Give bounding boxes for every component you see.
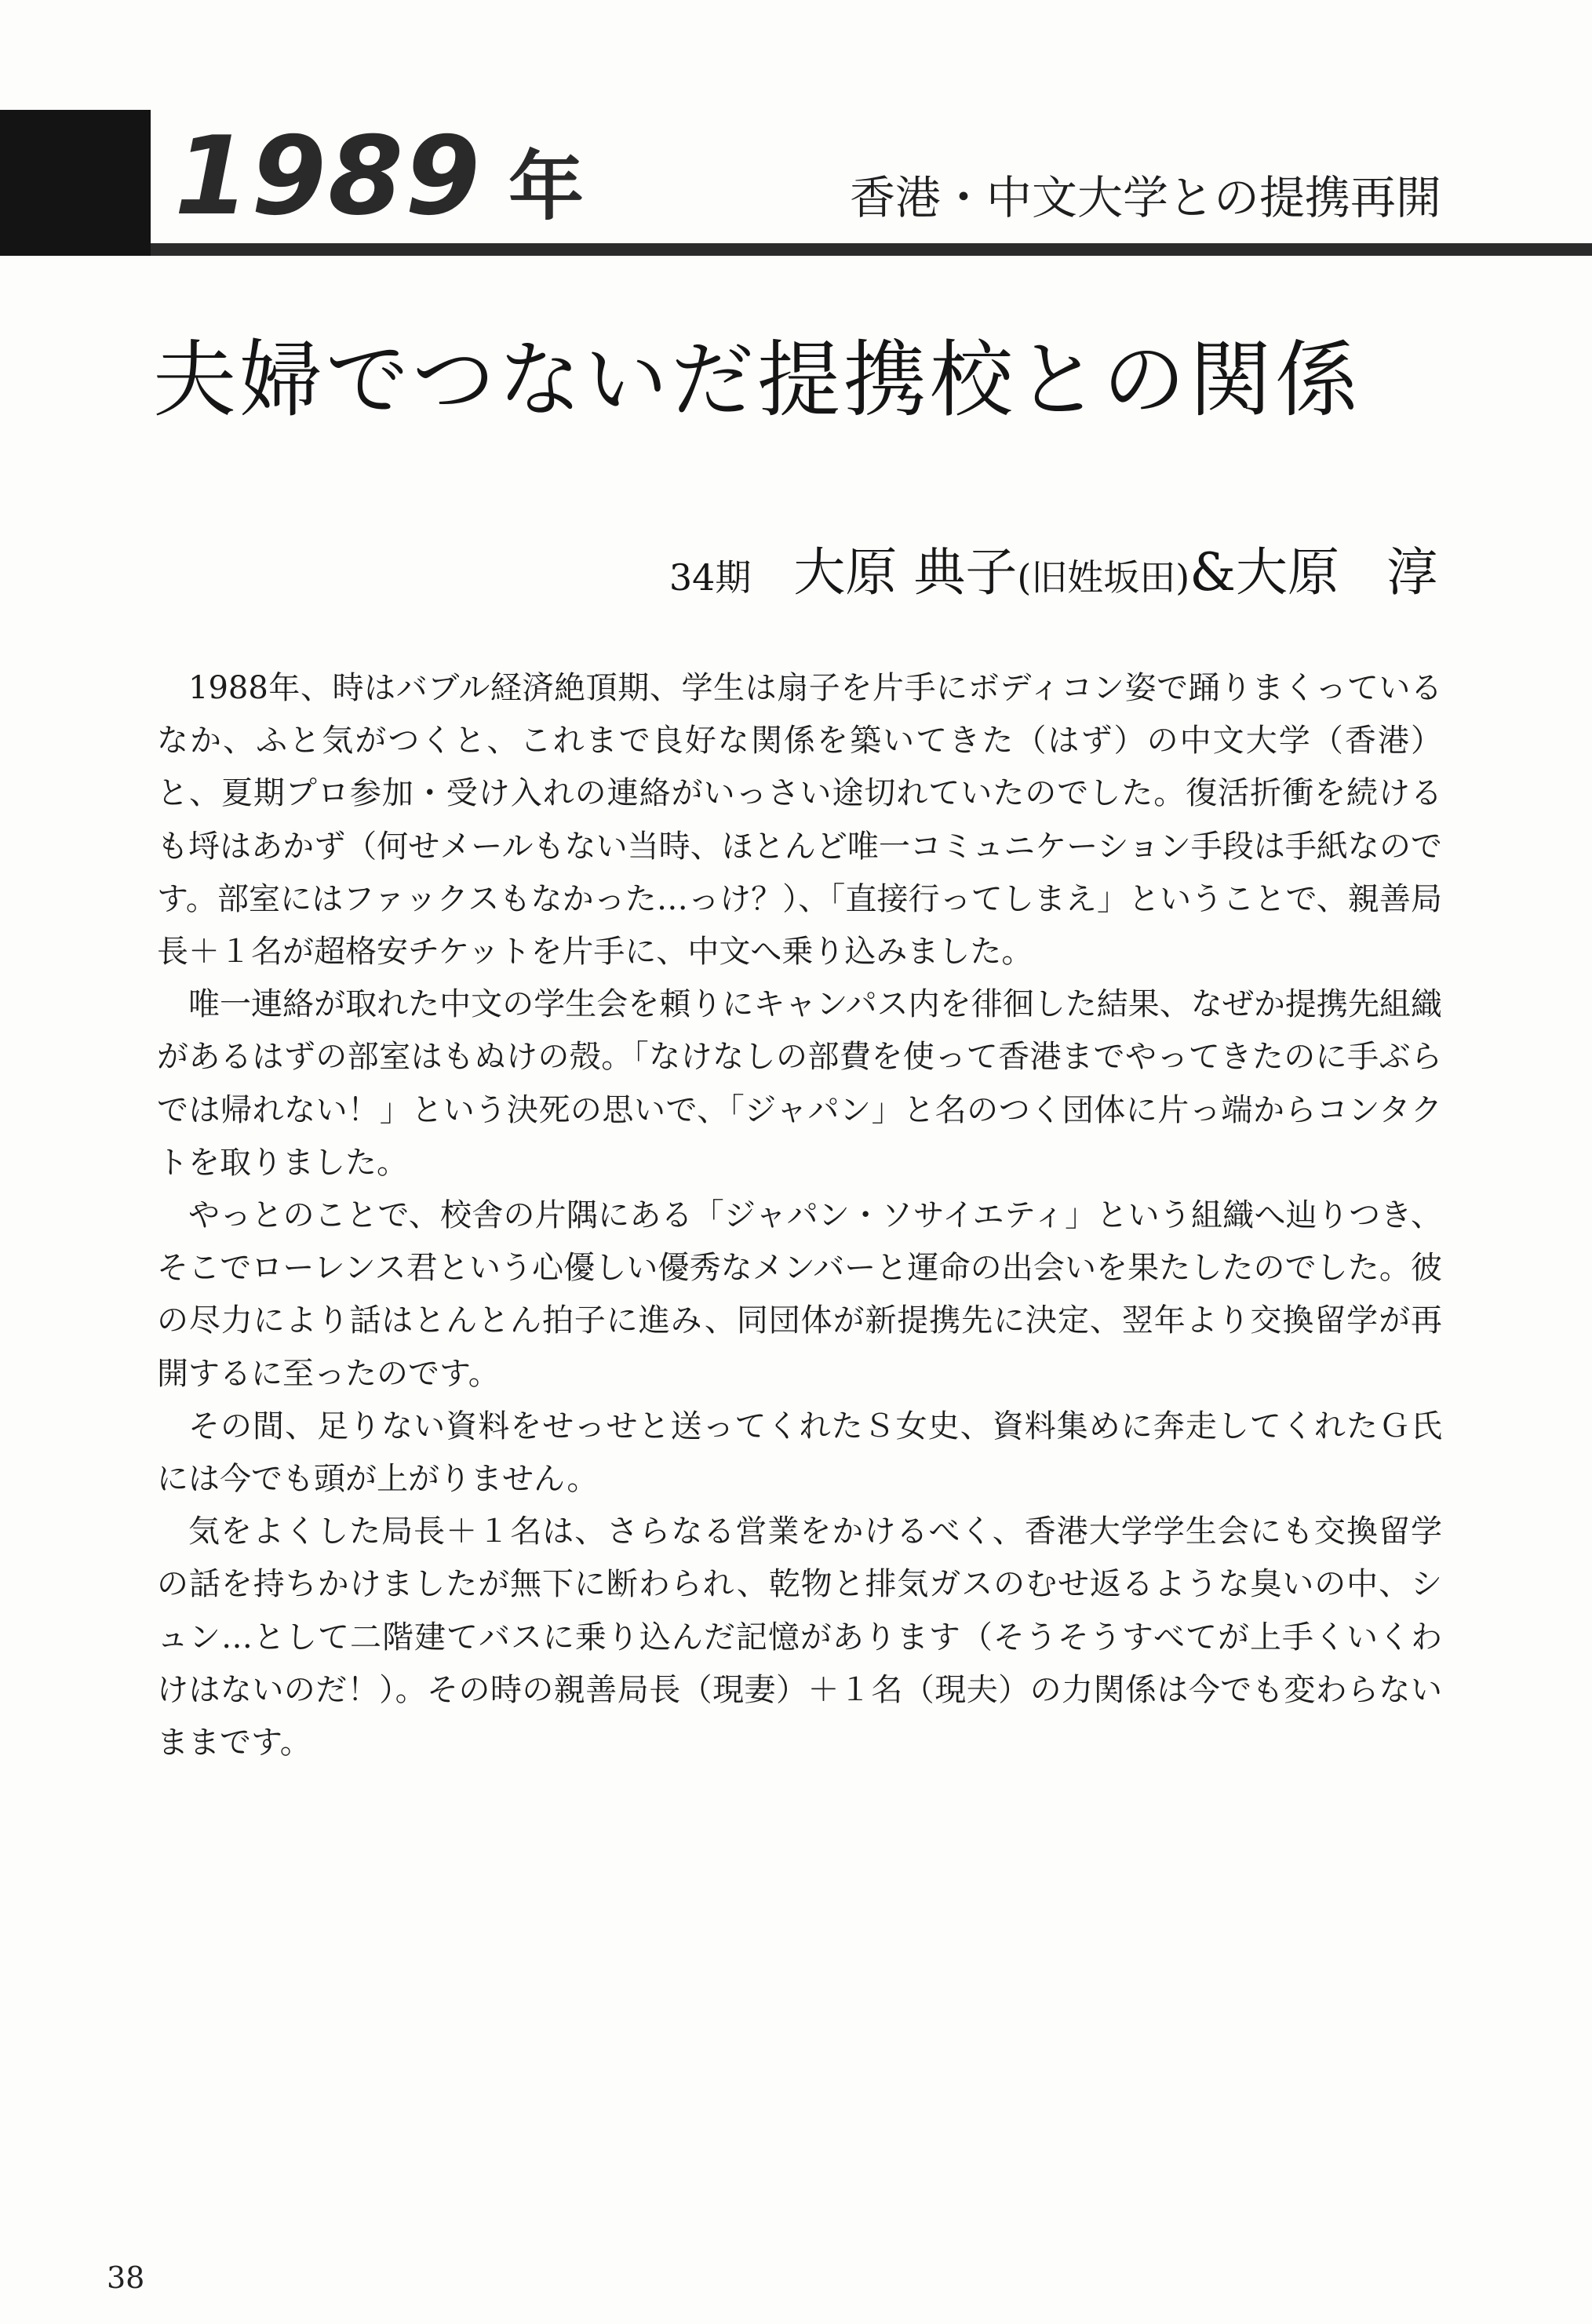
article-title: 夫婦でつないだ提携校との関係 (153, 332, 1361, 428)
paragraph-5: 気をよくした局長＋１名は、さらなる営業をかけるべく、香港大学学生会にも交換留学の話を持ちかけましたが無下に断わられ、乾物と排気ガスのむせ返るような臭いの中、シュン…として二階建てバスに乗り込んだ記憶があります（そうそうすべてが上手くいくわけはないのだ！）。その時の親善局長（現妻）＋１名（現夫）の力関係は今でも変わらないままです。 (157, 1514, 1442, 1761)
author-joiner: & (1189, 542, 1236, 603)
paragraph-1: 1988年、時はバブル経済絶頂期、学生は扇子を片手にボディコン姿で踊りまくっているなか、ふと気がつくと、これまで良好な関係を築いてきた（はず）の中文大学（香港）と、夏期プロ参加・受け入れの連絡がいっさい途切れていたのでした。復活折衝を続けるも埒はあかず（何せメールもない当時、ほとんど唯一コミュニケーション手段は手紙なのです。部室にはファックスもなかった…っけ？）、「直接行ってしまえ」ということで、親善局長＋１名が超格安チケットを片手に、中文へ乗り込みました。 (157, 670, 1442, 971)
year-heading: 1989 (174, 113, 483, 239)
page-number: 38 (107, 2260, 145, 2295)
year-suffix: 年 (508, 143, 584, 231)
header-rule (151, 243, 1592, 256)
author-line (669, 534, 1438, 617)
paragraph-3: やっとのことで、校舎の片隅にある「ジャパン・ソサイエティ」という組織へ辿りつき、そこでローレンス君という心優しい優秀なメンバーと運命の出会いを果たしたのでした。彼の尽力により話はとんとん拍子に進み、同団体が新提携先に決定、翌年より交換留学が再開するに至ったのです。 (157, 1197, 1442, 1392)
header-black-tab (0, 110, 151, 256)
author-cohort: 34期 (668, 556, 752, 599)
paragraph-4: その間、足りない資料をせっせと送ってくれたＳ女史、資料集めに奔走してくれたＧ氏には今でも頭が上がりません。 (157, 1408, 1442, 1498)
paragraph-2: 唯一連絡が取れた中文の学生会を頼りにキャンパス内を徘徊した結果、なぜか提携先組織があるはずの部室はもぬけの殻。「なけなしの部費を使って香港までやってきたのに手ぶらでは帰れない！」という決死の思いで、「ジャパン」と名のつく団体に片っ端からコンタクトを取りました。 (157, 986, 1442, 1181)
author-2-given-name: 淳 (1386, 542, 1438, 603)
article-body (157, 662, 1442, 1769)
author-1-maiden-name: (旧姓坂田) (1017, 556, 1190, 599)
section-subtitle: 香港・中文大学との提携再開 (849, 171, 1441, 224)
author-1-name: 大原 典子 (793, 542, 1018, 603)
author-2-family-name: 大原 (1236, 542, 1339, 603)
